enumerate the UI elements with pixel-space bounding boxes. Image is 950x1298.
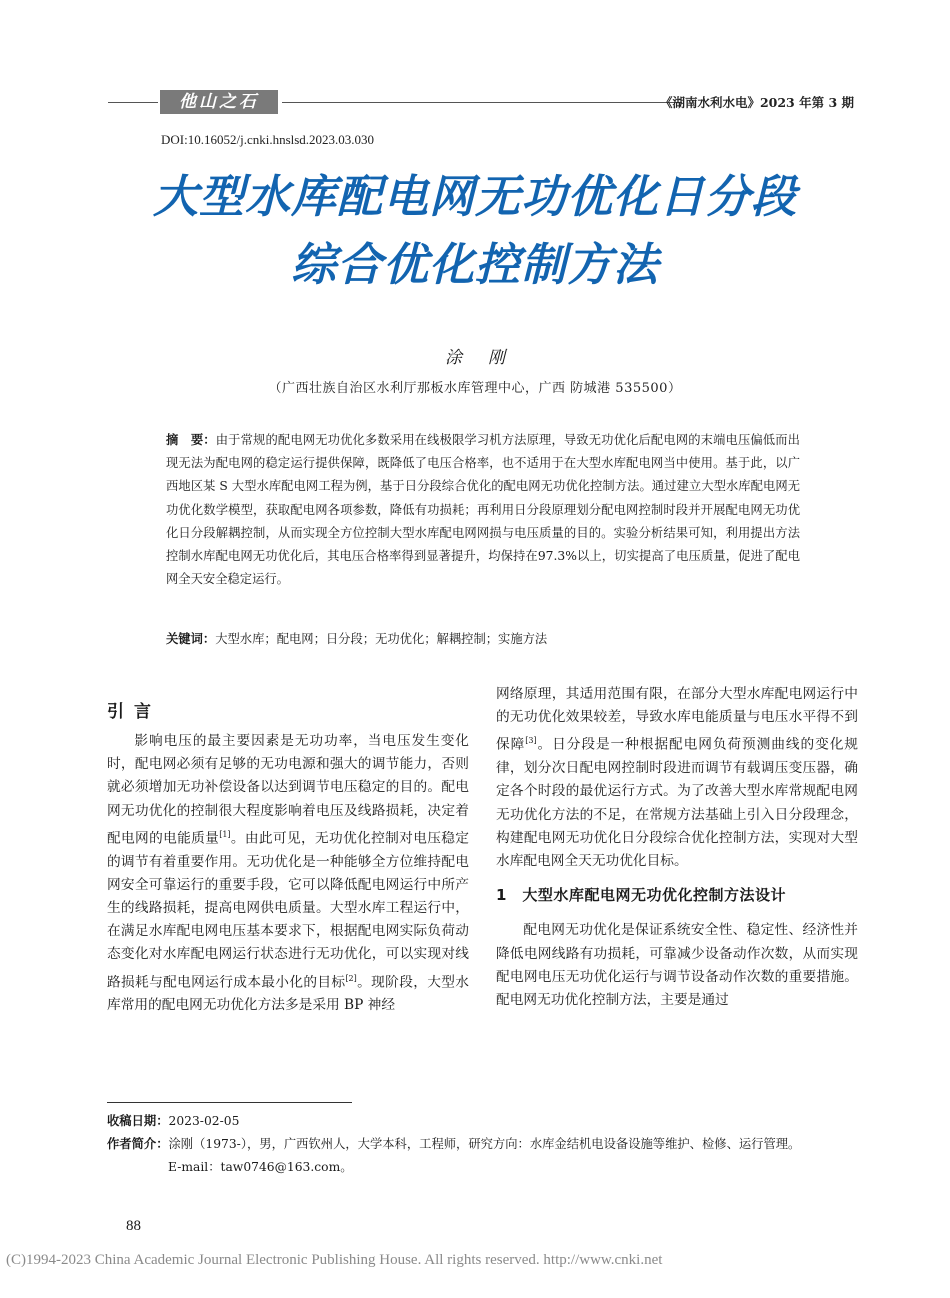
intro-text-c-start: 。现阶段，大型水库常用的配电网无功优化方法多是采用 BP 神经	[107, 974, 469, 1014]
section-1-paragraph: 配电网无功优化是保证系统安全性、稳定性、经济性并降低电网线路有功损耗，可靠减少设备动作次数，从而实现配电网电压无功优化运行与调节设备动作次数的重要措施。配电网无功优化控制方法，主要是通过	[496, 922, 858, 1008]
author: 涂刚	[445, 348, 531, 368]
received-value: 2023-02-05	[168, 1114, 240, 1128]
paper-title-line-1: 大型水库配电网无功优化日分段	[152, 170, 797, 223]
abstract-label: 摘 要：	[166, 433, 216, 447]
keywords-label: 关键词：	[166, 632, 216, 646]
intro-heading: 引言	[107, 702, 161, 722]
header-rule-right	[282, 102, 682, 103]
bio-label: 作者简介：	[107, 1137, 169, 1151]
affiliation: （广西壮族自治区水利厅那板水库管理中心，广西 防城港 535500）	[268, 381, 682, 396]
intro-text-b: 。由此可见，无功优化控制对电压稳定的调节有着重要作用。无功优化是一种能够全方位维持配电网安全可靠运行的重要手段，它可以降低配电网运行中所产生的线路损耗，提高电网供电质量。大型水库工程运行中，在满足水库配电网电压基本要求下，根据配电网实际负荷动态变化对水库配电网运行状态进行无功优化，可以实现对线路损耗与配电网运行成本最小化的目标	[107, 830, 469, 991]
header-rule-left	[108, 102, 158, 103]
citation-1: [1]	[219, 829, 231, 839]
received-label: 收稿日期：	[107, 1114, 169, 1128]
author-email: E-mail：taw0746@163.com。	[168, 1160, 353, 1174]
paper-title-line-2: 综合优化控制方法	[290, 238, 659, 291]
bio-text: 涂刚（1973-），男，广西钦州人，大学本科，工程师，研究方向：水库金结机电设备设施等维护、检修、运行管理。	[168, 1137, 801, 1151]
keywords-text: 大型水库；配电网；日分段；无功优化；解耦控制；实施方法	[215, 632, 548, 646]
footnote-rule	[107, 1102, 352, 1103]
doi: DOI:10.16052/j.cnki.hnslsd.2023.03.030	[161, 132, 375, 147]
intro-paragraph	[107, 730, 469, 1018]
author-bio	[107, 1133, 857, 1156]
body-column-right	[496, 683, 858, 1012]
intro-text-c-end: 网络原理，其适用范围有限，在部分大型水库配电网运行中的无功优化效果较差，导致水库电能质量与电压水平得不到保障	[496, 686, 858, 753]
section-1-heading: 1 大型水库配电网无功优化控制方法设计	[496, 886, 786, 905]
abstract-text: 由于常规的配电网无功优化多数采用在线极限学习机方法原理，导致无功优化后配电网的末端电压偏低而出现无法为配电网的稳定运行提供保障，既降低了电压合格率，也不适用于在大型水库配电网当中使用。基于此，以广西地区某 S 大型水库配电网工程为例，基于日分段综合优化的配电网无功优化控制方法。通过建立大型水库配电网无功优化数学模型，获取配电网各项参数，降低有功损耗；再利用日分段原理划分配电网控制时段并开展配电网无功优化日分段解耦控制，从而实现全方位控制大型水库配电网网损与电压质量的目的。实验分析结果可知，利用提出方法控制水库配电网无功优化后，其电压合格率得到显著提升，均保持在97.3%以上，切实提高了电压质量，促进了配电网全天安全稳定运行。	[166, 433, 800, 587]
journal-issue: 《湖南水利水电》2023 年第 3 期	[659, 95, 854, 110]
abstract	[166, 429, 800, 591]
copyright-notice: (C)1994-2023 China Academic Journal Electronic Publishing House. All rights reserved. http://www.cnki.net	[6, 1252, 663, 1268]
column-tag: 他山之石	[160, 90, 278, 114]
keywords	[166, 628, 800, 651]
intro-text-d: 。日分段是一种根据配电网负荷预测曲线的变化规律，划分次日配电网控制时段进而调节有载调压变压器，确定各个时段的最优运行方式。为了改善大型水库常规配电网无功优化方法的不足，在常规方法基础上引入日分段理念，构建配电网无功优化日分段综合优化控制方法，实现对大型水库配电网全天无功优化目标。	[496, 736, 858, 869]
intro-continuation	[496, 683, 858, 873]
received-date	[107, 1110, 239, 1133]
intro-text-a: 影响电压的最主要因素是无功功率，当电压发生变化时，配电网必须有足够的无功电源和强大的调节能力，否则就必须增加无功补偿设备以达到调节电压稳定的目的。配电网无功优化的控制很大程度影响着电压及线路损耗，决定着配电网的电能质量	[107, 733, 469, 847]
body-column-left	[107, 730, 469, 1018]
citation-3: [3]	[525, 736, 537, 746]
citation-2: [2]	[345, 973, 357, 983]
page-number: 88	[126, 1218, 141, 1234]
